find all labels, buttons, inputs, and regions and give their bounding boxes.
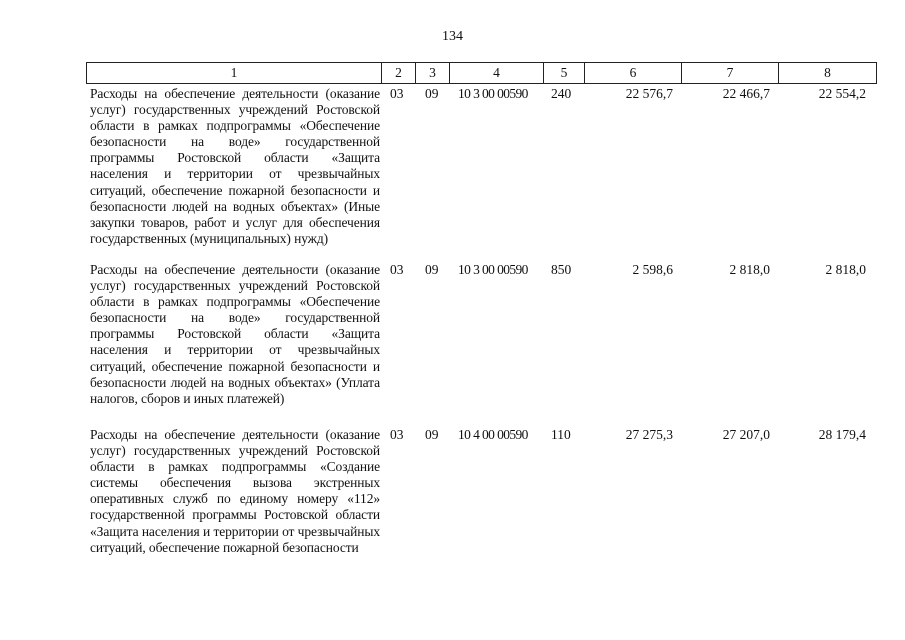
column-header-table — [86, 62, 877, 84]
column-header-1: 1 — [87, 63, 382, 84]
row-subsection-code: 09 — [425, 427, 439, 442]
row-target-code: 10 3 00 00590 — [458, 86, 528, 101]
row-value-col8: 28 179,4 — [818, 427, 866, 442]
row-value-col7: 22 466,7 — [722, 86, 770, 101]
row-description: Расходы на обеспечение деятельности (оказание услуг) государственных учреждений Ростовской области в рамках подпрограммы «Обеспечение безопасности на воде» государственной программы Ростовской области «Защита населения и территории от чрезвычайных ситуаций, обеспечение пожарной безопасности и безопасности людей на водных объектах» (Иные закупки товаров, работ и услуг для обеспечения государственных (муниципальных) нужд) — [90, 86, 380, 246]
row-subsection-code: 09 — [425, 86, 439, 101]
row-target-code: 10 3 00 00590 — [458, 262, 528, 277]
row-value-col6: 2 598,6 — [632, 262, 673, 277]
column-header-5: 5 — [544, 63, 585, 84]
column-header-4: 4 — [450, 63, 544, 84]
row-subsection-code: 09 — [425, 262, 439, 277]
row-expense-type: 850 — [551, 262, 572, 277]
column-header-2: 2 — [382, 63, 416, 84]
column-header-8: 8 — [779, 63, 877, 84]
row-value-col7: 2 818,0 — [729, 262, 770, 277]
row-value-col8: 22 554,2 — [818, 86, 866, 101]
page-number: 134 — [442, 29, 463, 44]
table-row — [86, 86, 870, 262]
row-section-code: 03 — [390, 86, 404, 101]
row-value-col8: 2 818,0 — [825, 262, 866, 277]
row-expense-type: 110 — [551, 427, 571, 442]
row-section-code: 03 — [390, 262, 404, 277]
row-description: Расходы на обеспечение деятельности (оказание услуг) государственных учреждений Ростовской области в рамках подпрограммы «Создание системы обеспечения вызова экстренных оперативных служб по единому номеру «112» государственной программы Ростовской области «Защита населения и территории от чрезвычайных ситуаций, обеспечение пожарной безопасности — [90, 427, 380, 555]
column-header-6: 6 — [585, 63, 682, 84]
column-header-row — [87, 63, 877, 84]
row-target-code: 10 4 00 00590 — [458, 427, 528, 442]
row-description: Расходы на обеспечение деятельности (оказание услуг) государственных учреждений Ростовской области в рамках подпрограммы «Обеспечение безопасности на воде» государственной программы Ростовской области «Защита населения и территории от чрезвычайных ситуаций, обеспечение пожарной безопасности и безопасности людей на водных объектах» (Уплата налогов, сборов и иных платежей) — [90, 262, 380, 406]
table-body — [86, 86, 870, 577]
row-section-code: 03 — [390, 427, 404, 442]
row-value-col6: 27 275,3 — [625, 427, 673, 442]
row-value-col7: 27 207,0 — [722, 427, 770, 442]
column-header-3: 3 — [416, 63, 450, 84]
row-expense-type: 240 — [551, 86, 572, 101]
table-row — [86, 427, 870, 577]
table-row — [86, 262, 870, 427]
column-header-7: 7 — [682, 63, 779, 84]
row-value-col6: 22 576,7 — [625, 86, 673, 101]
